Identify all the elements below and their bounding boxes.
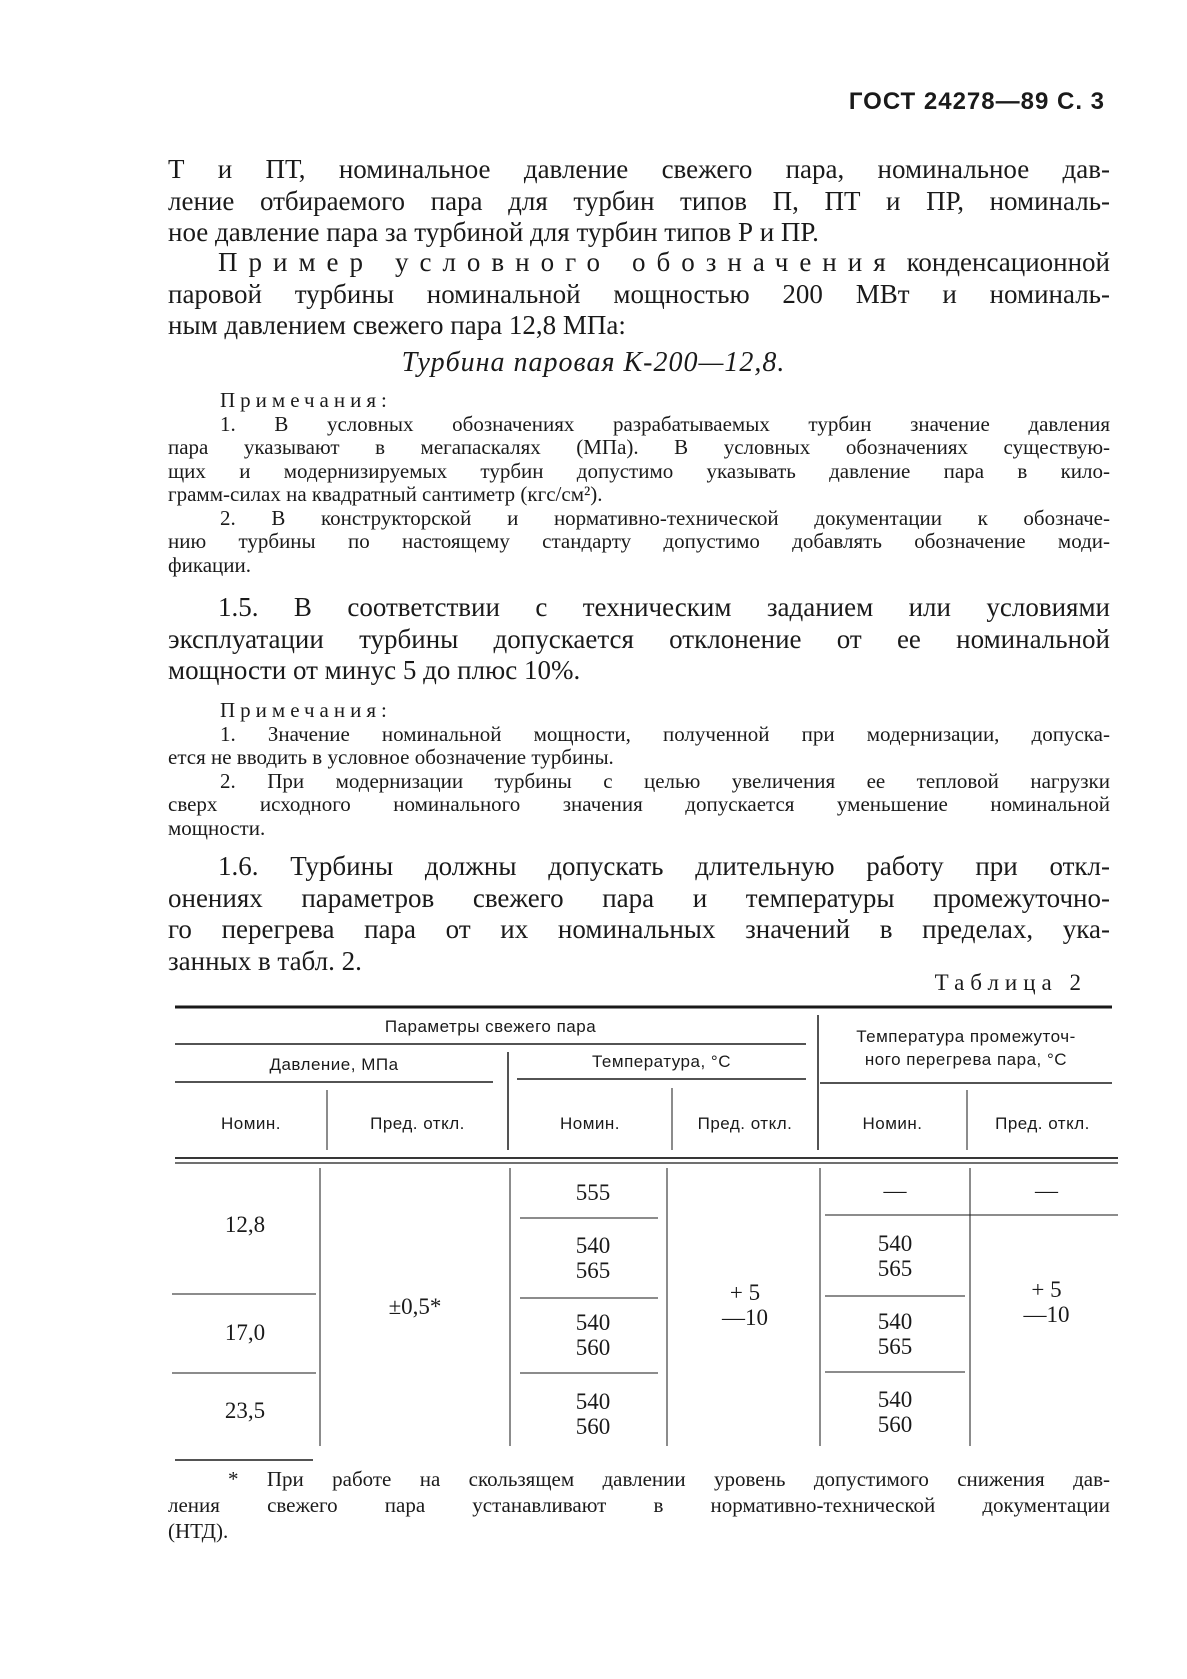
example-lead: Пример условного обозначения: [218, 247, 897, 277]
paragraph-line: Т и ПТ, номинальное давление свежего пара, номинальное дав-: [168, 154, 1110, 184]
header-reheat-line: ного перегрева пара, °С: [864, 1050, 1068, 1069]
reheat-deviation-cell: [975, 1277, 1118, 1327]
reheat-value: 540: [877, 1231, 913, 1256]
note-line: ется не вводить в условное обозначение турбины.: [168, 745, 614, 769]
temperature-value: 565: [575, 1258, 611, 1283]
temperature-value: 540: [575, 1310, 611, 1335]
designation-example: Турбина паровая К-200—12,8.: [401, 347, 786, 378]
reheat-value: 540: [877, 1387, 913, 1412]
reheat-value: 560: [877, 1412, 913, 1437]
paragraph-line: занных в табл. 2.: [168, 945, 362, 976]
temperature-value: 540: [575, 1233, 611, 1258]
note-line: грамм-силах на квадратный сантиметр (кгс/см²).: [168, 482, 603, 506]
deviation-value: —10: [1023, 1302, 1070, 1327]
note-line: пара указывают в мегапаскалях (МПа). В условных обозначениях существую-: [168, 435, 1110, 459]
note-line: нию турбины по настоящему стандарту допустимо добавлять обозначение моди-: [168, 529, 1110, 553]
pressure-deviation-cell: ±0,5*: [388, 1294, 442, 1319]
paragraph-line: онениях параметров свежего пара и температуры промежуточно-: [168, 882, 1110, 913]
deviation-value: + 5: [1031, 1277, 1062, 1302]
table-footnote: [168, 1466, 1110, 1544]
note-line: 2. При модернизации турбины с целью увеличения ее тепловой нагрузки: [220, 768, 1110, 793]
note-line: 2. В конструкторской и нормативно-технической документации к обозначе-: [220, 505, 1110, 530]
reheat-cell: [825, 1231, 965, 1281]
footnote-line: (НТД).: [168, 1519, 229, 1543]
pressure-cell: 23,5: [224, 1398, 266, 1423]
reheat-deviation-cell: —: [1035, 1178, 1058, 1203]
deviation-value: + 5: [729, 1280, 761, 1305]
paragraph-line: ление отбираемого пара для турбин типов П, ПТ и ПР, номиналь-: [168, 185, 1110, 216]
header-pressure-nom: Номин.: [220, 1114, 282, 1133]
header-pressure: Давление, МПа: [269, 1055, 399, 1074]
temperature-cell: [520, 1233, 666, 1283]
reheat-cell: —: [883, 1178, 907, 1203]
header-pressure-dev: Пред. откл.: [370, 1114, 465, 1133]
pressure-cell: 17,0: [224, 1320, 266, 1345]
paragraph-line: 1.5. В соответствии с техническим заданием или условиями: [218, 592, 1110, 622]
header-reheat-line: Температура промежуточ-: [856, 1027, 1076, 1046]
reheat-value: 565: [877, 1334, 913, 1359]
footnote-line: * При работе на скользящем давлении уровень допустимого снижения дав-: [228, 1467, 1110, 1491]
header-temperature-dev: Пред. откл.: [697, 1114, 793, 1133]
note-line: мощности.: [168, 815, 266, 840]
note-line: сверх исходного номинального значения допускается уменьшение номинальной: [168, 792, 1110, 816]
deviation-value: —10: [722, 1305, 768, 1330]
notes-heading: Примечания:: [220, 388, 392, 412]
paragraph-line: ным давлением свежего пара 12,8 МПа:: [168, 310, 626, 340]
pressure-cell: 12,8: [224, 1212, 266, 1237]
reheat-cell: [825, 1387, 965, 1437]
paragraph-line: 1.6. Турбины должны допускать длительную работу при откл-: [218, 851, 1110, 881]
paragraph-line: ное давление пара за турбиной для турбин типов Р и ПР.: [168, 217, 819, 247]
header-reheat-nom: Номин.: [862, 1114, 923, 1133]
header-reheat-dev: Пред. откл.: [995, 1114, 1090, 1133]
note-line: 1. В условных обозначениях разрабатываемых турбин значение давления: [220, 411, 1110, 436]
header-fresh-steam: Параметры свежего пара: [384, 1017, 597, 1036]
paragraph-line: эксплуатации турбины допускается отклонение от ее номинальной: [168, 623, 1110, 654]
paragraph-line: мощности от минус 5 до плюс 10%.: [168, 655, 581, 685]
header-reheat-temperature: [820, 1025, 1112, 1071]
paragraph-line: го перегрева пара от их номинальных значений в пределах, ука-: [168, 914, 1110, 944]
paragraph-line: паровой турбины номинальной мощностью 200 МВт и номиналь-: [168, 278, 1110, 309]
temperature-deviation-cell: [672, 1280, 818, 1330]
temperature-cell: 555: [575, 1180, 611, 1205]
note-line: щих и модернизируемых турбин допустимо указывать давление пара в кило-: [168, 458, 1110, 483]
notes-heading: Примечания:: [220, 698, 392, 722]
temperature-value: 560: [575, 1335, 611, 1360]
header-temperature-nom: Номин.: [559, 1114, 621, 1133]
header-temperature: Температура, °С: [592, 1052, 731, 1071]
note-line: фикации.: [168, 552, 252, 577]
document-header: ГОСТ 24278—89 С. 3: [848, 88, 1105, 115]
reheat-value: 540: [877, 1309, 913, 1334]
temperature-value: 540: [575, 1389, 611, 1414]
example-lead-tail: конденсационной: [906, 247, 1110, 277]
table-caption: Таблица 2: [934, 970, 1087, 995]
temperature-cell: [520, 1389, 666, 1439]
reheat-value: 565: [877, 1256, 913, 1281]
note-line: 1. Значение номинальной мощности, полученной при модернизации, допуска-: [220, 721, 1110, 746]
footnote-line: ления свежего пара устанавливают в нормативно-технической документации: [168, 1493, 1110, 1517]
reheat-cell: [825, 1309, 965, 1359]
temperature-cell: [520, 1310, 666, 1360]
temperature-value: 560: [575, 1414, 611, 1439]
